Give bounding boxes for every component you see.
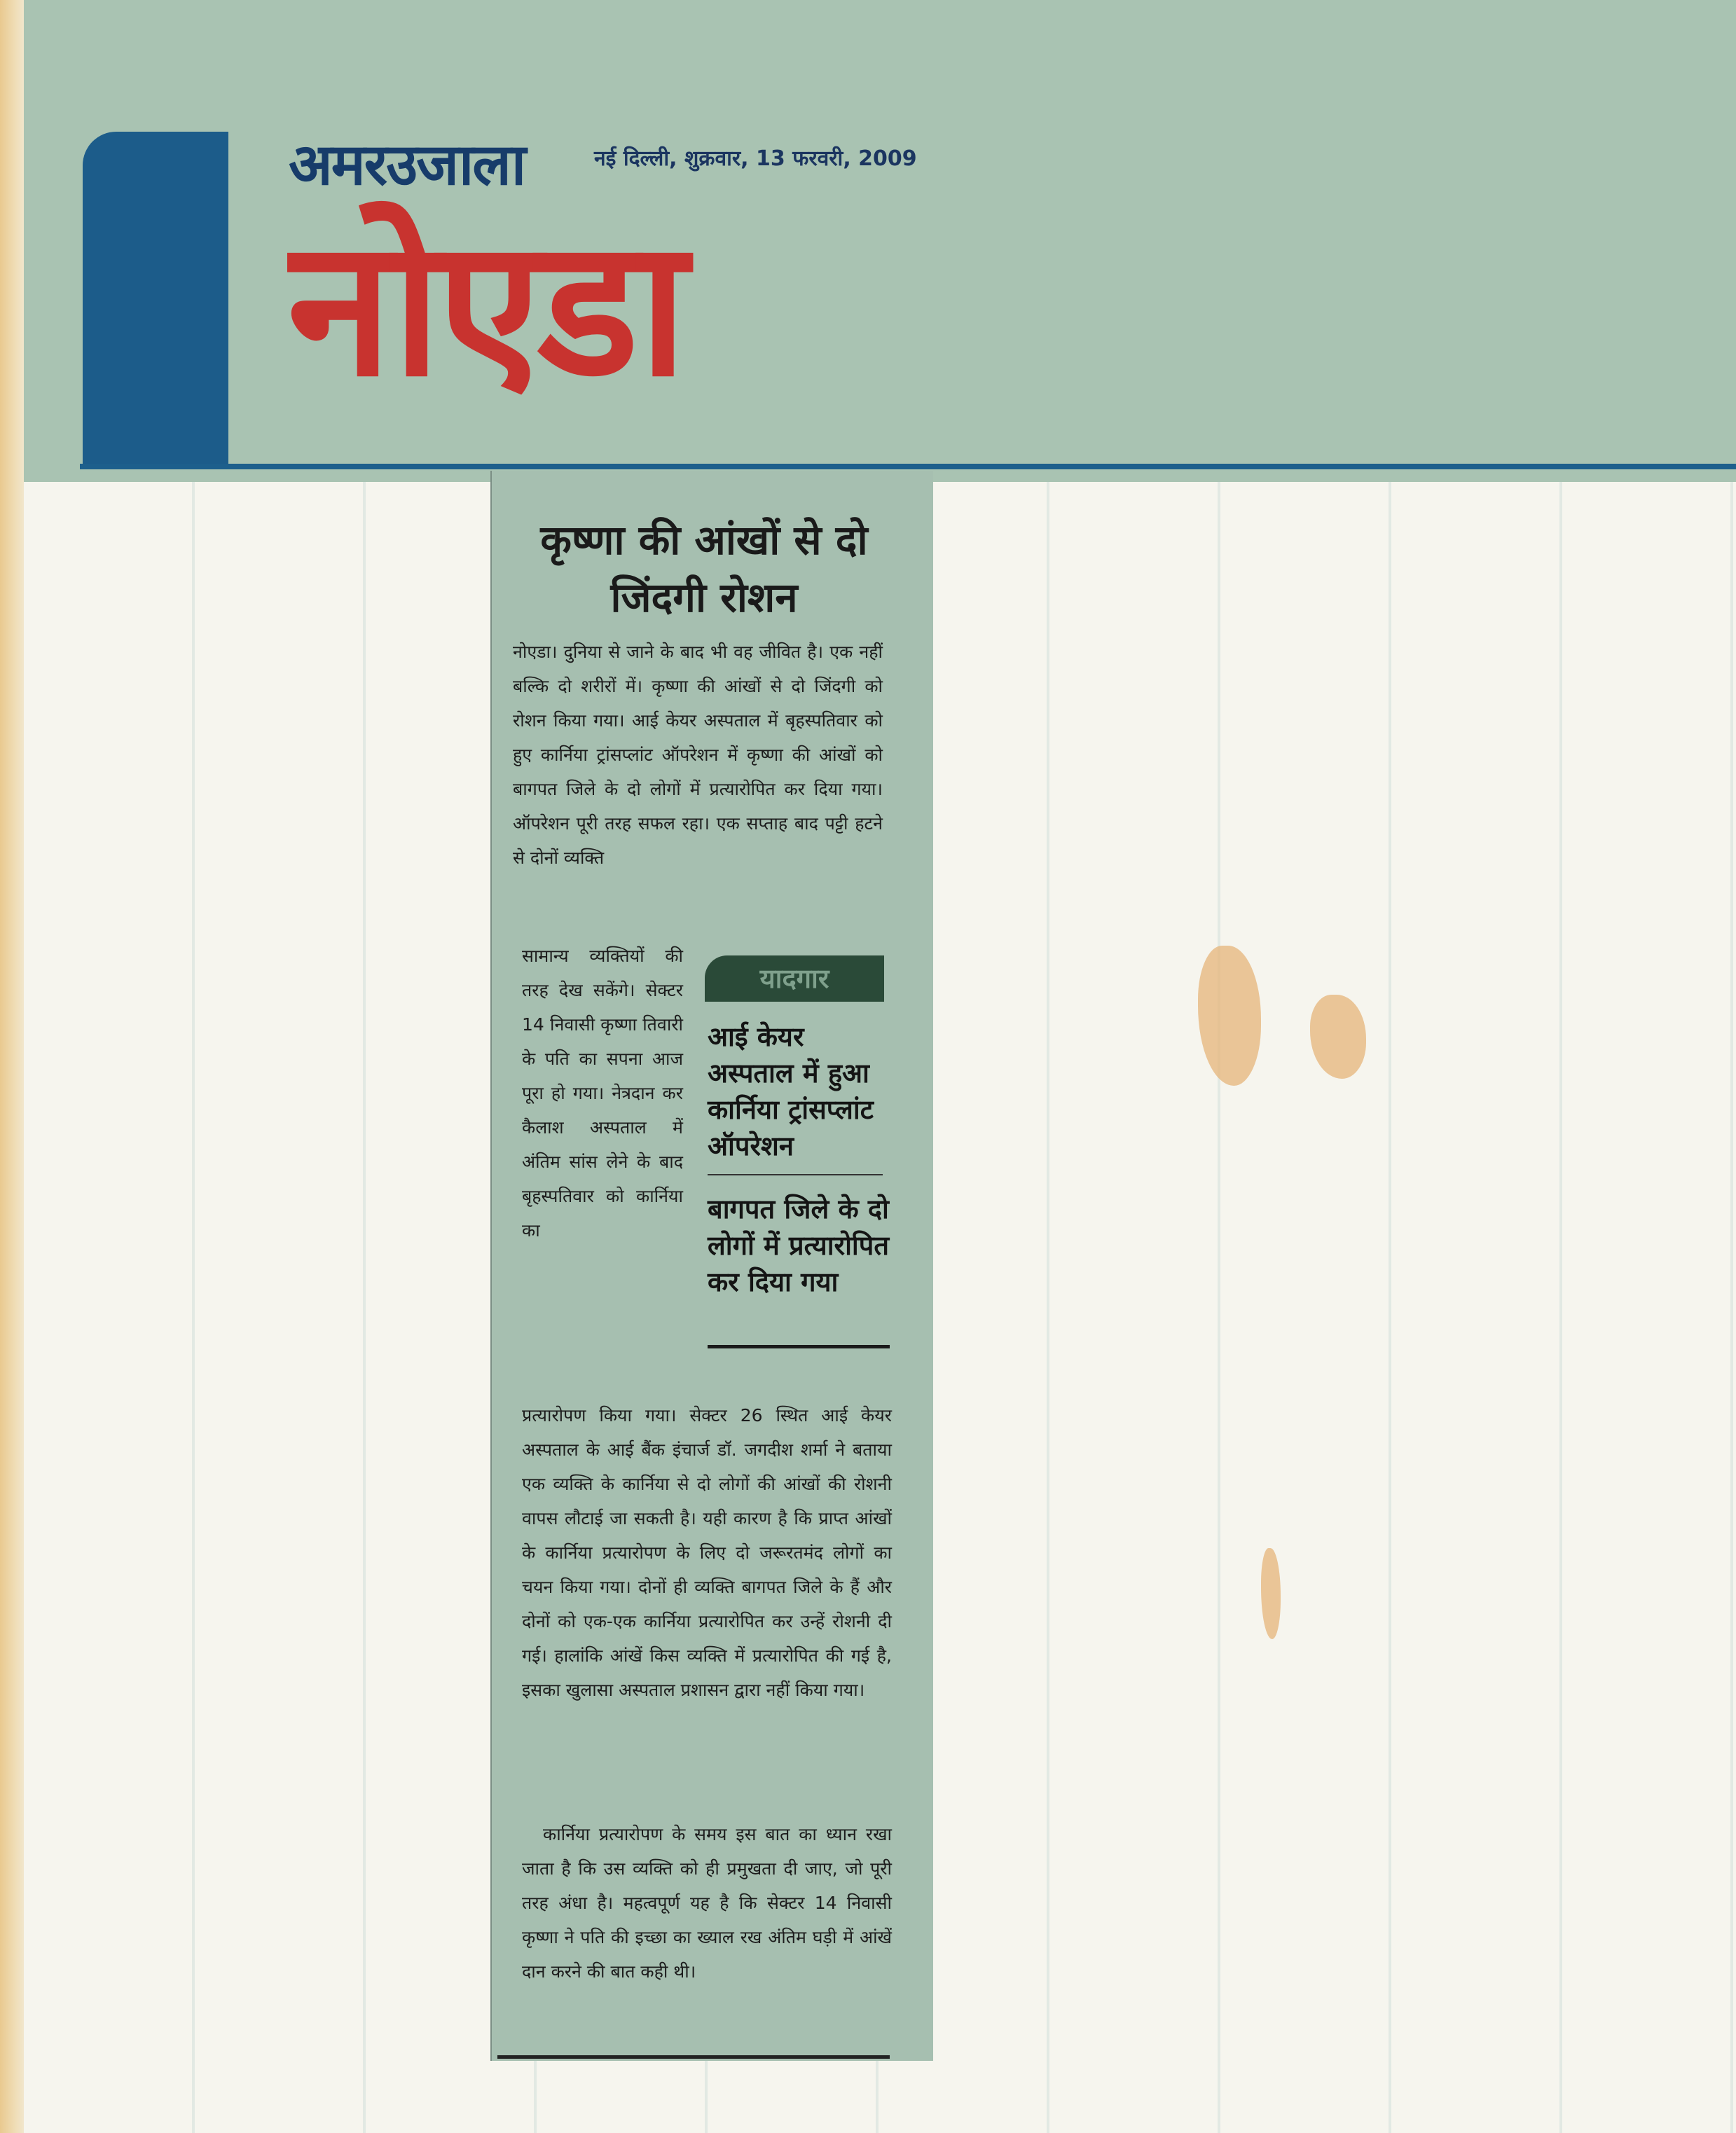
dateline: नई दिल्ली, शुक्रवार, 13 फरवरी, 2009 [594,146,917,171]
article-paragraph: सामान्य व्यक्तियों की तरह देख सकेंगे। सेक्टर 14 निवासी कृष्णा तिवारी के पति का सपना आज पूरा हो गया। नेत्रदान कर कैलाश अस्पताल में अंतिम सांस लेने के बाद बृहस्पतिवार को कार्निया का [522,946,683,1241]
newspaper-masthead: अमरउजाला [289,132,525,198]
page-header-band [24,0,1736,482]
clipping-bottom-rule [497,2055,890,2059]
sidebar-divider [708,1174,883,1175]
article-paragraph: प्रत्यारोपण किया गया। सेक्टर 26 स्थित आई केयर अस्पताल के आई बैंक इंचार्ज डॉ. जगदीश शर्मा ने बताया एक व्यक्ति के कार्निया से दो लोगों की आंखों की रोशनी वापस लौटाई जा सकती है। यही कारण है कि प्राप्त आंखों के कार्निया प्रत्यारोपण के लिए दो जरूरतमंद लोगों का चयन किया गया। दोनों ही व्यक्ति बागपत जिले के हैं और दोनों को एक-एक कार्निया प्रत्यारोपित कर उन्हें रोशनी दी गई। हालांकि आंखें किस व्यक्ति में प्रत्यारोपित की गई है, इसका खुलासा अस्पताल प्रशासन द्वारा नहीं किया गया। [522,1405,892,1700]
article-paragraph: कार्निया प्रत्यारोपण के समय इस बात का ध्यान रखा जाता है कि उस व्यक्ति को ही प्रमुखता दी जाए, जो पूरी तरह अंधा है। महत्वपूर्ण यह है कि सेक्टर 14 निवासी कृष्णा ने पति की इच्छा का ख्याल रख अंतिम घड़ी में आंखें दान करने की बात कही थी। [522,1824,892,1982]
article-paragraph: नोएडा। दुनिया से जाने के बाद भी वह जीवित है। एक नहीं बल्कि दो शरीरों में। कृष्णा की आंखों से दो जिंदगी को रोशन किया गया। आई केयर अस्पताल में बृहस्पतिवार को हुए कार्निया ट्रांसप्लांट ऑपरेशन में कृष्णा की आंखों को बागपत जिले के दो लोगों में प्रत्यारोपित कर दिया गया। ऑपरेशन पूरी तरह सफल रहा। एक सप्ताह बाद पट्टी हटने से दोनों व्यक्ति [513,642,883,868]
paper-left-edge [0,0,24,2133]
sidebar-tag: यादगार [705,955,884,1002]
article-headline: कृष्णा की आंखों से दो जिंदगी रोशन [540,516,868,621]
sidebar-divider [708,1345,890,1348]
section-tab [83,132,228,467]
sidebar-highlight: आई केयर अस्पताल में हुआ कार्निया ट्रांसप्लांट ऑपरेशन [708,1021,874,1161]
edition-title: नोएडा [287,198,684,418]
header-divider [80,464,1736,469]
sidebar-highlight: बागपत जिले के दो लोगों में प्रत्यारोपित कर दिया गया [708,1194,890,1297]
